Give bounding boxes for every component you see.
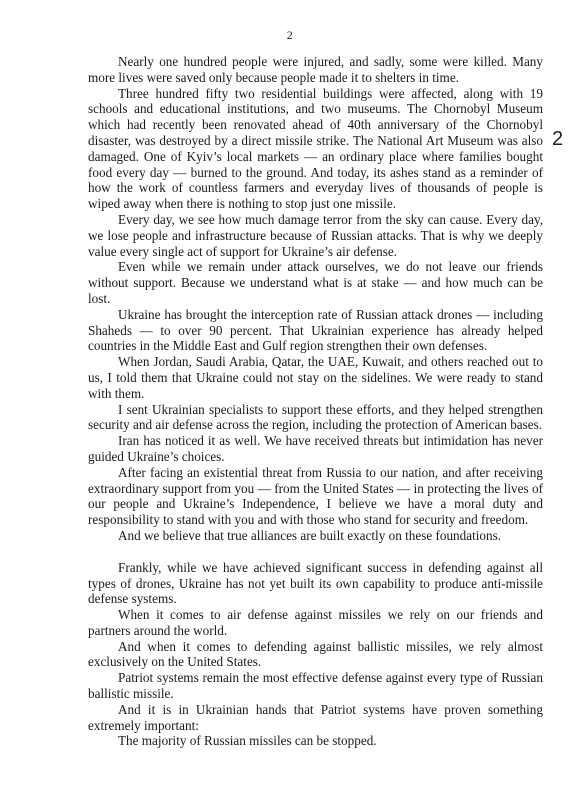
paragraph: Frankly, while we have achieved significant success in defending against all types of drones, Ukraine has not yet built its own capability to produce anti-missile defense systems. bbox=[88, 559, 543, 607]
paragraph: Even while we remain under attack ourselves, we do not leave our friends without support. Because we understand what is at stake — and how much can be lost. bbox=[88, 259, 543, 306]
paragraph: Every day, we see how much damage terror from the sky can cause. Every day, we lose people and infrastructure because of Russian attacks. That is why we deeply value every single act of support for Ukraine’s air defense. bbox=[88, 211, 543, 259]
paragraph: I sent Ukrainian specialists to support these efforts, and they helped strengthen security and air defense across the region, including the protection of American bases. bbox=[88, 401, 543, 433]
paragraph: When Jordan, Saudi Arabia, Qatar, the UAE, Kuwait, and others reached out to us, I told them that Ukraine could not stay on the sidelines. We were ready to stand with them. bbox=[88, 354, 543, 401]
paragraph: Patriot systems remain the most effective defense against every type of Russian ballistic missile. bbox=[88, 670, 543, 702]
paragraph: Iran has noticed it as well. We have received threats but intimidation has never guided Ukraine’s choices. bbox=[88, 433, 543, 464]
page-number: 2 bbox=[286, 28, 294, 42]
paragraph: And it is in Ukrainian hands that Patriot systems have proven something extremely important: bbox=[88, 701, 543, 733]
paragraph: The majority of Russian missiles can be stopped. bbox=[118, 733, 377, 749]
margin-annotation-number: 2 bbox=[552, 128, 564, 150]
paragraph: And we believe that true alliances are built exactly on these foundations. bbox=[118, 527, 502, 543]
paragraph: When it comes to air defense against missiles we rely on our friends and partners around the world. bbox=[88, 607, 543, 638]
paragraph: After facing an existential threat from Russia to our nation, and after receiving extraordinary support from you — from the United States — in protecting the lives of our people and Ukraine’s Independence, I believe we have a moral duty and responsibility to stand with you and with those who stand for security and freedom. bbox=[88, 464, 543, 528]
paragraph: Three hundred fifty two residential buildings were affected, along with 19 schools and educational institutions, and two museums. The Chornobyl Museum which had recently been renovated ahead of 40th anniversary of the Chornobyl disaster, was destroyed by a direct missile strike. The National Art Museum was also damaged. One of Kyiv’s local markets — an ordinary place where families bought food every day — burned to the ground. And today, its ashes stand as a reminder of how the work of countless farmers and everyday lives of thousands of people is wiped away when there is nothing to stop just one missile. bbox=[88, 85, 543, 212]
paragraph: Nearly one hundred people were injured, and sadly, some were killed. Many more lives were saved only because people made it to shelters in time. bbox=[88, 54, 543, 85]
letter-body bbox=[88, 54, 543, 749]
paragraph: Ukraine has brought the interception rate of Russian attack drones — including Shaheds — to over 90 percent. That Ukrainian experience has already helped countries in the Middle East and Gulf region strengthen their own defenses. bbox=[88, 306, 543, 354]
paragraph: And when it comes to defending against ballistic missiles, we rely almost exclusively on the United States. bbox=[88, 638, 543, 670]
